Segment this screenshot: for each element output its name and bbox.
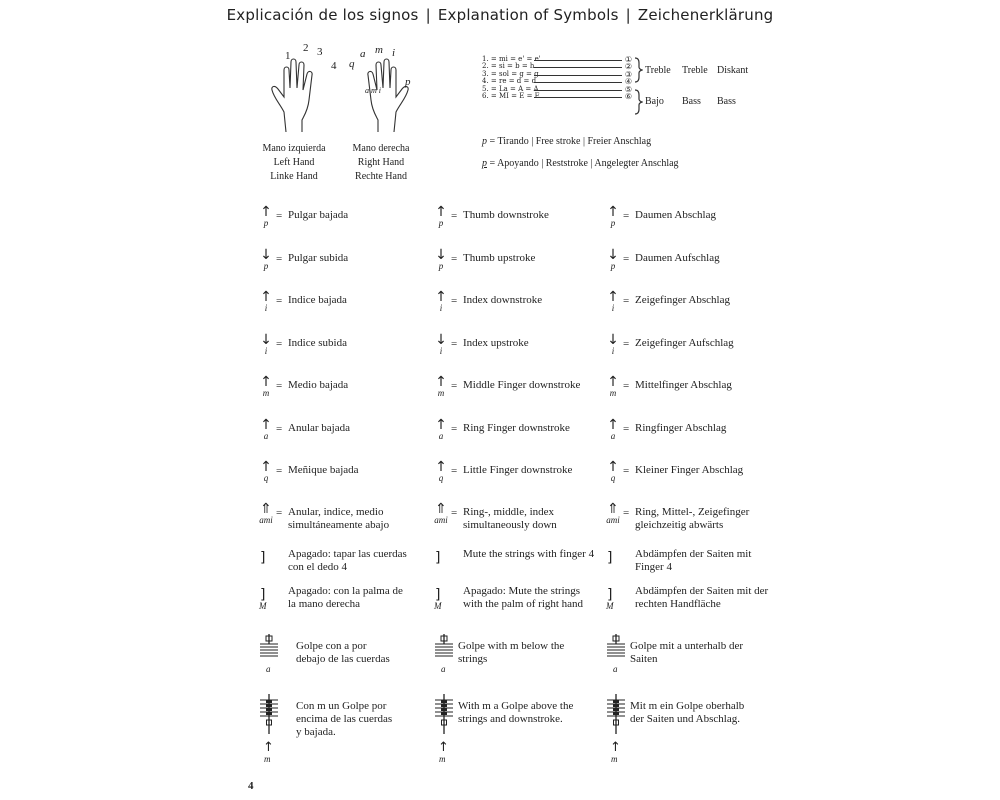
finger-letter: q (610, 473, 616, 483)
left-hand-icon (272, 59, 312, 132)
caption-en: Left Hand (273, 157, 315, 168)
symbol-description: Meñique bajada (288, 464, 359, 476)
equals-sign: = (451, 507, 458, 519)
golpe-finger-letter: m (264, 754, 271, 764)
caption-en: Right Hand (357, 157, 405, 168)
string-line (534, 97, 622, 98)
finger-letter: ami (434, 515, 448, 525)
finger-label-a: a (360, 48, 366, 60)
arrow-up-icon: ↑ (438, 740, 449, 755)
string-line (534, 75, 622, 76)
right-hand-icon (368, 59, 408, 132)
equals-sign: = (451, 338, 458, 350)
arrow-down-icon: ↓ (260, 247, 272, 263)
finger-letter: p (610, 261, 616, 271)
finger-letter: p (438, 261, 444, 271)
equals-sign: = (276, 210, 283, 222)
arrow-down-icon: ↓ (260, 332, 272, 348)
right-hand-caption (336, 142, 426, 184)
finger-label-q: q (349, 58, 355, 70)
caption-es: Mano derecha (352, 143, 410, 154)
string-number-icon: ② (624, 62, 632, 72)
symbol-description: Kleiner Finger Abschlag (635, 464, 744, 476)
golpe-finger-letter: a (266, 664, 271, 674)
treble-es: Treble (645, 65, 671, 76)
equals-sign: = (276, 507, 283, 519)
double-arrow-up-icon: ⇑ (260, 501, 272, 517)
finger-letter: p (438, 218, 444, 228)
finger-letter: i (264, 303, 268, 313)
free-stroke-text: = Tirando | Free stroke | Freier Anschlag (489, 136, 652, 147)
arrow-up-icon: ↑ (607, 289, 619, 305)
finger-letter: p (263, 218, 269, 228)
symbol-description: Middle Finger downstroke (463, 379, 581, 391)
symbol-description: Apagado: con la palma de la mano derecha (288, 585, 403, 610)
finger-letter: i (439, 346, 443, 356)
symbol-description: With m a Golpe above the strings and downstroke. (458, 700, 574, 725)
finger-label-2: 2 (303, 42, 309, 54)
finger-letter: m (437, 388, 445, 398)
arrow-up-icon: ↑ (260, 417, 272, 433)
symbol-description: Apagado: tapar las cuerdas con el dedo 4 (288, 548, 407, 573)
string-braces (633, 57, 643, 117)
arrow-up-icon: ↑ (263, 740, 274, 755)
arrow-up-icon: ↑ (607, 204, 619, 220)
double-arrow-up-icon: ⇑ (435, 501, 447, 517)
title-separator: | (625, 6, 631, 24)
palm-letters: a m i (365, 86, 381, 95)
string-name: 3. = sol = g = g (482, 69, 539, 78)
caption-de: Rechte Hand (355, 171, 407, 182)
equals-sign: = (451, 423, 458, 435)
equals-sign: = (623, 295, 630, 307)
title-de: Zeichenerklärung (637, 6, 774, 24)
string-line (534, 67, 622, 68)
equals-sign: = (276, 423, 283, 435)
finger-letter: a (263, 431, 269, 441)
string-line (534, 82, 622, 83)
finger-letter: a (610, 431, 616, 441)
symbol-description: Pulgar bajada (288, 209, 349, 221)
equals-sign: = (623, 423, 630, 435)
finger-label-p: p (405, 76, 411, 88)
equals-sign: = (623, 253, 630, 265)
arrow-up-icon: ↑ (435, 204, 447, 220)
arrow-up-icon: ↑ (260, 289, 272, 305)
treble-en: Treble (682, 65, 708, 76)
arrow-down-icon: ↓ (607, 247, 619, 263)
treble-brace-icon (635, 58, 642, 82)
string-name: 1. = mi = e' = e' (482, 55, 541, 63)
finger-letter: i (611, 346, 615, 356)
arrow-up-icon: ↑ (260, 459, 272, 475)
page-title (0, 6, 1000, 24)
equals-sign: = (451, 295, 458, 307)
mute-sub-letter: M (606, 601, 614, 611)
symbol-description: Zeigefinger Abschlag (635, 294, 730, 306)
string-number-icon: ④ (624, 77, 632, 87)
string-row (482, 93, 632, 100)
symbol-description: Anular bajada (288, 422, 350, 434)
left-hand-caption (249, 142, 339, 184)
rest-stroke-legend (482, 158, 679, 169)
rest-stroke-symbol: p (482, 158, 487, 169)
golpe-finger-letter: a (613, 664, 618, 674)
mute-bracket-icon: ] (260, 550, 266, 566)
symbol-description: Daumen Aufschlag (635, 252, 720, 264)
string-table (482, 56, 632, 100)
bass-en: Bass (682, 96, 701, 107)
golpe-below-icon (433, 634, 455, 660)
arrow-up-icon: ↑ (260, 204, 272, 220)
symbol-description: Con m un Golpe por encima de las cuerdas y bajada. (296, 700, 393, 738)
symbol-description: Medio bajada (288, 379, 349, 391)
finger-label-m: m (375, 44, 383, 56)
rest-stroke-text: = Apoyando | Reststroke | Angelegter Anschlag (489, 158, 679, 169)
free-stroke-symbol: p (482, 136, 487, 147)
bass-de: Bass (717, 96, 736, 107)
finger-letter: i (264, 346, 268, 356)
golpe-finger-letter: a (441, 664, 446, 674)
string-name: 5. = La = A = A (482, 84, 539, 93)
golpe-below-icon (258, 634, 280, 660)
finger-letter: p (263, 261, 269, 271)
mute-bracket-icon: ] (435, 587, 441, 603)
symbol-description: Index upstroke (463, 337, 529, 349)
finger-label-i: i (392, 47, 396, 59)
equals-sign: = (276, 465, 283, 477)
golpe-finger-letter: m (611, 754, 618, 764)
string-line (534, 90, 622, 91)
golpe-below-icon (605, 634, 627, 660)
symbol-description: Little Finger downstroke (463, 464, 573, 476)
title-separator: | (425, 6, 431, 24)
symbol-description: Apagado: Mute the strings with the palm of right hand (463, 585, 584, 610)
mute-sub-letter: M (434, 601, 442, 611)
arrow-up-icon: ↑ (610, 740, 621, 755)
string-number-icon: ③ (624, 69, 632, 79)
symbol-description: Daumen Abschlag (635, 209, 716, 221)
arrow-up-icon: ↑ (260, 374, 272, 390)
arrow-up-icon: ↑ (435, 417, 447, 433)
symbol-description: Zeigefinger Aufschlag (635, 337, 734, 349)
equals-sign: = (451, 465, 458, 477)
string-line (534, 60, 622, 61)
mute-bracket-icon: ] (607, 550, 613, 566)
arrow-down-icon: ↓ (607, 332, 619, 348)
equals-sign: = (276, 338, 283, 350)
bass-es: Bajo (645, 96, 664, 107)
equals-sign: = (451, 253, 458, 265)
arrow-up-icon: ↑ (435, 459, 447, 475)
symbol-description: Golpe with m below the strings (458, 640, 565, 665)
arrow-down-icon: ↓ (435, 332, 447, 348)
equals-sign: = (451, 380, 458, 392)
finger-letter: i (611, 303, 615, 313)
symbol-description: Thumb downstroke (463, 209, 549, 221)
symbol-description: Ring Finger downstroke (463, 422, 570, 434)
mute-bracket-icon: ] (607, 587, 613, 603)
symbol-description: Anular, indice, medio simultáneamente abajo (288, 506, 390, 531)
equals-sign: = (623, 380, 630, 392)
equals-sign: = (276, 253, 283, 265)
finger-letter: p (610, 218, 616, 228)
golpe-finger-letter: m (439, 754, 446, 764)
symbol-description: Golpe con a por debajo de las cuerdas (296, 640, 390, 665)
equals-sign: = (276, 380, 283, 392)
equals-sign: = (623, 338, 630, 350)
symbol-description: Pulgar subida (288, 252, 349, 264)
finger-letter: q (438, 473, 444, 483)
mute-sub-letter: M (259, 601, 267, 611)
symbol-description: Abdämpfen der Saiten mit Finger 4 (635, 548, 752, 573)
string-number-icon: ⑤ (624, 84, 632, 94)
caption-es: Mano izquierda (262, 143, 326, 154)
symbol-description: Mit m ein Golpe oberhalb der Saiten und Abschlag. (630, 700, 745, 725)
string-number-icon: ⑥ (624, 91, 632, 101)
mute-bracket-icon: ] (435, 550, 441, 566)
finger-label-1: 1 (285, 50, 291, 62)
symbol-description: Abdämpfen der Saiten mit der rechten Handfläche (635, 585, 769, 610)
equals-sign: = (623, 210, 630, 222)
mute-bracket-icon: ] (260, 587, 266, 603)
finger-letter: q (263, 473, 269, 483)
finger-letter: a (438, 431, 444, 441)
arrow-up-icon: ↑ (607, 417, 619, 433)
symbol-description: Index downstroke (463, 294, 543, 306)
finger-label-3: 3 (317, 46, 323, 58)
finger-letter: m (262, 388, 270, 398)
symbol-description: Golpe mit a unterhalb der Saiten (630, 640, 744, 665)
string-number-icon: ① (624, 55, 632, 64)
symbol-description: Mittelfinger Abschlag (635, 379, 732, 391)
arrow-down-icon: ↓ (435, 247, 447, 263)
finger-letter: ami (259, 515, 273, 525)
caption-de: Linke Hand (270, 171, 318, 182)
string-name: 2. = si = b = h (482, 62, 535, 71)
symbol-description: Ringfinger Abschlag (635, 422, 727, 434)
free-stroke-legend (482, 136, 651, 147)
arrow-up-icon: ↑ (607, 459, 619, 475)
arrow-up-icon: ↑ (435, 374, 447, 390)
bass-brace-icon (635, 90, 642, 114)
arrow-up-icon: ↑ (435, 289, 447, 305)
title-es: Explicación de los signos (226, 6, 419, 24)
symbol-description: Mute the strings with finger 4 (463, 548, 595, 560)
page-number: 4 (248, 780, 254, 792)
finger-letter: i (439, 303, 443, 313)
symbol-description: Indice bajada (288, 294, 347, 306)
finger-label-4: 4 (331, 60, 337, 72)
finger-letter: m (609, 388, 617, 398)
equals-sign: = (451, 210, 458, 222)
treble-de: Diskant (717, 65, 749, 76)
symbol-description: Thumb upstroke (463, 252, 536, 264)
title-en: Explanation of Symbols (437, 6, 619, 24)
string-name: 6. = MI = E = E (482, 91, 540, 100)
equals-sign: = (276, 295, 283, 307)
double-arrow-up-icon: ⇑ (607, 501, 619, 517)
equals-sign: = (623, 465, 630, 477)
symbol-description: Indice subida (288, 337, 347, 349)
string-name: 4. = re = d = d (482, 77, 537, 86)
equals-sign: = (623, 507, 630, 519)
arrow-up-icon: ↑ (607, 374, 619, 390)
finger-letter: ami (606, 515, 620, 525)
symbol-description: Ring-, middle, index simultaneously down (463, 506, 557, 531)
symbol-description: Ring, Mittel-, Zeigefinger gleichzeitig abwärts (635, 506, 750, 531)
